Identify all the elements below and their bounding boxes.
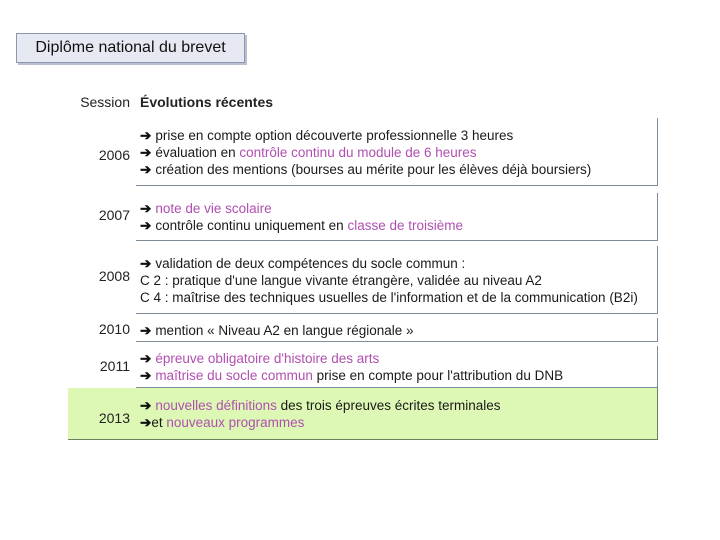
evolution-text: des trois épreuves écrites terminales bbox=[276, 398, 501, 413]
highlighted-text: note de vie scolaire bbox=[155, 201, 272, 216]
highlighted-text: classe de troisième bbox=[347, 218, 464, 233]
evolution-line bbox=[140, 217, 463, 234]
arrow-icon: ➔ bbox=[140, 162, 152, 177]
evolutions-column-header: Évolutions récentes bbox=[140, 94, 274, 110]
arrow-icon: ➔ bbox=[140, 145, 152, 160]
evolution-line bbox=[140, 161, 591, 178]
row-2007 bbox=[136, 193, 658, 241]
session-column-header: Session bbox=[80, 94, 130, 110]
arrow-icon: ➔ bbox=[140, 201, 152, 216]
evolution-lines bbox=[140, 350, 563, 384]
arrow-icon: ➔ bbox=[140, 218, 152, 233]
evolution-line bbox=[140, 289, 638, 306]
evolution-text: mention « Niveau A2 en langue régionale » bbox=[155, 323, 414, 338]
session-year: 2013 bbox=[98, 410, 130, 426]
arrow-icon: ➔ bbox=[140, 415, 152, 430]
page-title: Diplôme national du brevet bbox=[16, 33, 245, 63]
arrow-icon: ➔ bbox=[140, 351, 152, 366]
session-year: 2006 bbox=[98, 147, 130, 163]
highlighted-text: épreuve obligatoire d'histoire des arts bbox=[155, 351, 380, 366]
evolution-text: prise en compte pour l'attribution du DNB bbox=[312, 368, 564, 383]
evolution-text: C 2 : pratique d'une langue vivante étrangère, validée au niveau A2 bbox=[140, 273, 542, 288]
row-2006 bbox=[136, 118, 658, 186]
arrow-icon: ➔ bbox=[140, 398, 152, 413]
evolution-line bbox=[140, 127, 591, 144]
evolution-line bbox=[140, 144, 591, 161]
evolution-text: et bbox=[151, 415, 167, 430]
row-2011 bbox=[136, 346, 658, 388]
session-year: 2010 bbox=[98, 321, 130, 337]
arrow-icon: ➔ bbox=[140, 256, 152, 271]
evolution-line bbox=[140, 367, 563, 384]
evolution-line bbox=[140, 200, 463, 217]
session-year: 2008 bbox=[98, 268, 130, 284]
evolution-line bbox=[140, 414, 501, 431]
evolution-line bbox=[140, 272, 638, 289]
evolution-text: validation de deux compétences du socle commun : bbox=[155, 256, 466, 271]
evolution-lines bbox=[140, 127, 591, 178]
arrow-icon: ➔ bbox=[140, 323, 152, 338]
row-2008 bbox=[136, 246, 658, 314]
evolution-lines bbox=[140, 397, 501, 431]
evolution-text: prise en compte option découverte professionnelle 3 heures bbox=[155, 128, 514, 143]
evolution-line bbox=[140, 350, 563, 367]
session-year: 2011 bbox=[99, 358, 130, 374]
arrow-icon: ➔ bbox=[140, 368, 152, 383]
evolution-text: évaluation en bbox=[155, 145, 240, 160]
highlighted-text: maîtrise du socle commun bbox=[155, 368, 313, 383]
arrow-icon: ➔ bbox=[140, 128, 152, 143]
session-year: 2007 bbox=[98, 207, 130, 223]
evolution-text: création des mentions (bourses au mérite pour les élèves déjà boursiers) bbox=[155, 162, 592, 177]
highlighted-text: contrôle continu du module de 6 heures bbox=[239, 145, 477, 160]
evolution-lines bbox=[140, 255, 638, 306]
evolution-text: C 4 : maîtrise des techniques usuelles de l'information et de la communication (B2i) bbox=[140, 290, 638, 305]
row-2010 bbox=[136, 318, 658, 342]
evolution-line bbox=[140, 255, 638, 272]
evolution-lines bbox=[140, 200, 463, 234]
row-2013 bbox=[136, 388, 658, 440]
highlighted-text: nouvelles définitions bbox=[155, 398, 277, 413]
highlighted-text: nouveaux programmes bbox=[166, 415, 305, 430]
evolution-line bbox=[140, 322, 414, 339]
evolution-line bbox=[140, 397, 501, 414]
evolution-lines bbox=[140, 322, 414, 339]
evolution-text: contrôle continu uniquement en bbox=[155, 218, 348, 233]
